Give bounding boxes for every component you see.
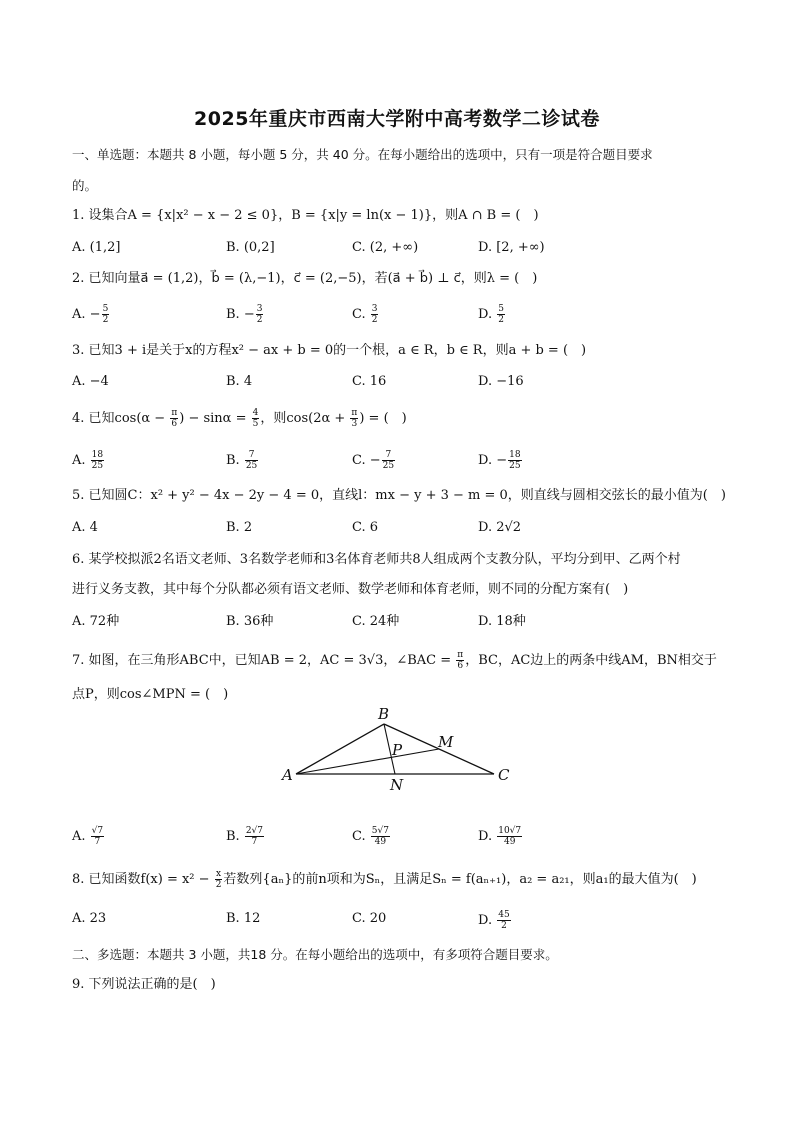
q6-option-b: B. 36种 xyxy=(226,614,274,629)
q4-option-a: A. $\frac{18}{25}$ xyxy=(72,450,104,471)
q1-option-d: D. [2, +∞) xyxy=(478,240,545,255)
q3-option-d: D. −16 xyxy=(478,374,524,389)
question-1-stem: 1. 设集合A = {x|x² − x − 2 ≤ 0}，B = {x|y = ln(x − 1)}，则A ∩ B = ( ) xyxy=(72,208,539,223)
section1-header-line2: 的。 xyxy=(72,178,98,193)
label-n: N xyxy=(390,776,404,794)
q5-option-c: C. 6 xyxy=(352,520,379,535)
q1-option-b: B. (0,2] xyxy=(226,240,275,255)
question-9-stem: 9. 下列说法正确的是( ) xyxy=(72,977,216,992)
question-3-stem: 3. 已知3 + i是关于x的方程x² − ax + b = 0的一个根，a ∈ R，b ∈ R，则a + b = ( ) xyxy=(72,343,587,358)
q5-option-a: A. 4 xyxy=(72,520,98,535)
q4-option-b: B. $\frac{7}{25}$ xyxy=(226,450,258,471)
question-8-options xyxy=(72,910,732,930)
q6-option-a: A. 72种 xyxy=(72,614,120,629)
q5-option-d: D. 2√2 xyxy=(478,520,522,535)
question-7-options xyxy=(72,826,732,846)
q8-option-d: D. $\frac{45}{2}$ xyxy=(478,910,510,931)
q8-option-a: A. 23 xyxy=(72,911,107,926)
question-6-stem-line1: 6. 某学校拟派2名语文老师、3名数学老师和3名体育老师共8人组成两个支教分队，平均分到甲、乙两个村 xyxy=(72,552,681,567)
page-title: 2025年重庆市西南大学附中高考数学二诊试卷 xyxy=(194,108,600,130)
q8-option-b: B. 12 xyxy=(226,911,261,926)
label-m: M xyxy=(438,733,454,751)
triangle-figure xyxy=(280,704,520,794)
question-4-stem: 4. 已知cos(α − $\frac{\pi}{6}$ ) − sinα = $\frac{4}{5}$ ，则cos(2α + $\frac{\pi}{3}$ ) = ( ) xyxy=(72,408,407,429)
label-p: P xyxy=(392,741,403,759)
question-6-options xyxy=(72,613,732,633)
q7-option-c: C. $\frac{5√7}{49}$ xyxy=(352,826,389,847)
q4-option-d: D. − $\frac{18}{25}$ xyxy=(478,450,521,471)
question-1-options xyxy=(72,239,732,259)
section2-header: 二、多选题：本题共 3 小题，共18 分。在每小题给出的选项中，有多项符合题目要求。 xyxy=(72,947,558,962)
q3-option-b: B. 4 xyxy=(226,374,253,389)
question-4-options xyxy=(72,450,732,470)
label-a: A xyxy=(282,766,293,784)
q3-option-c: C. 16 xyxy=(352,374,387,389)
question-3-options xyxy=(72,373,732,393)
question-5-options xyxy=(72,519,732,539)
q6-option-d: D. 18种 xyxy=(478,614,526,629)
question-8-stem: 8. 已知函数f(x) = x² − $\frac{x}{2}$ 若数列{aₙ}的前n项和为Sₙ，且满足Sₙ = f(aₙ₊₁)，a₂ = a₂₁，则a₁的最大值为( ) xyxy=(72,869,697,890)
q7-option-a: A. $\frac{√7}{7}$ xyxy=(72,826,104,847)
q2-option-c: C. $\frac{3}{2}$ xyxy=(352,304,378,325)
label-c: C xyxy=(498,766,510,784)
question-7-stem-line2: 点P，则cos∠MPN = ( ) xyxy=(72,687,229,702)
q4-option-c: C. − $\frac{7}{25}$ xyxy=(352,450,395,471)
q1-option-c: C. (2, +∞) xyxy=(352,240,419,255)
q2-option-b: B. − $\frac{3}{2}$ xyxy=(226,304,263,325)
q1-option-a: A. (1,2] xyxy=(72,240,121,255)
q7-option-b: B. $\frac{2√7}{7}$ xyxy=(226,826,264,847)
q2-option-d: D. $\frac{5}{2}$ xyxy=(478,304,504,325)
label-b: B xyxy=(378,705,390,723)
question-5-stem: 5. 已知圆C：x² + y² − 4x − 2y − 4 = 0，直线l：mx − y + 3 − m = 0，则直线与圆相交弦长的最小值为( ) xyxy=(72,488,726,503)
question-7-stem-line1: 7. 如图，在三角形ABC中，已知AB = 2，AC = 3√3，∠BAC = $\frac{\pi}{6}$ ，BC，AC边上的两条中线AM，BN相交于 xyxy=(72,650,717,671)
q7-option-d: D. $\frac{10√7}{49}$ xyxy=(478,826,522,847)
question-2-stem: 2. 已知向量a⃗ = (1,2)，b⃗ = (λ,−1)，c⃗ = (2,−5)，若(a⃗ + b⃗) ⊥ c⃗，则λ = ( ) xyxy=(72,271,538,286)
question-6-stem-line2: 进行义务支教，其中每个分队都必须有语文老师、数学老师和体育老师，则不同的分配方案有( ) xyxy=(72,582,629,597)
section1-header-line1: 一、单选题：本题共 8 小题，每小题 5 分，共 40 分。在每小题给出的选项中，只有一项是符合题目要求 xyxy=(72,147,653,162)
q8-option-c: C. 20 xyxy=(352,911,387,926)
q6-option-c: C. 24种 xyxy=(352,614,400,629)
q2-option-a: A. − $\frac{5}{2}$ xyxy=(72,304,109,325)
q5-option-b: B. 2 xyxy=(226,520,253,535)
question-2-options xyxy=(72,304,732,324)
q3-option-a: A. −4 xyxy=(72,374,109,389)
